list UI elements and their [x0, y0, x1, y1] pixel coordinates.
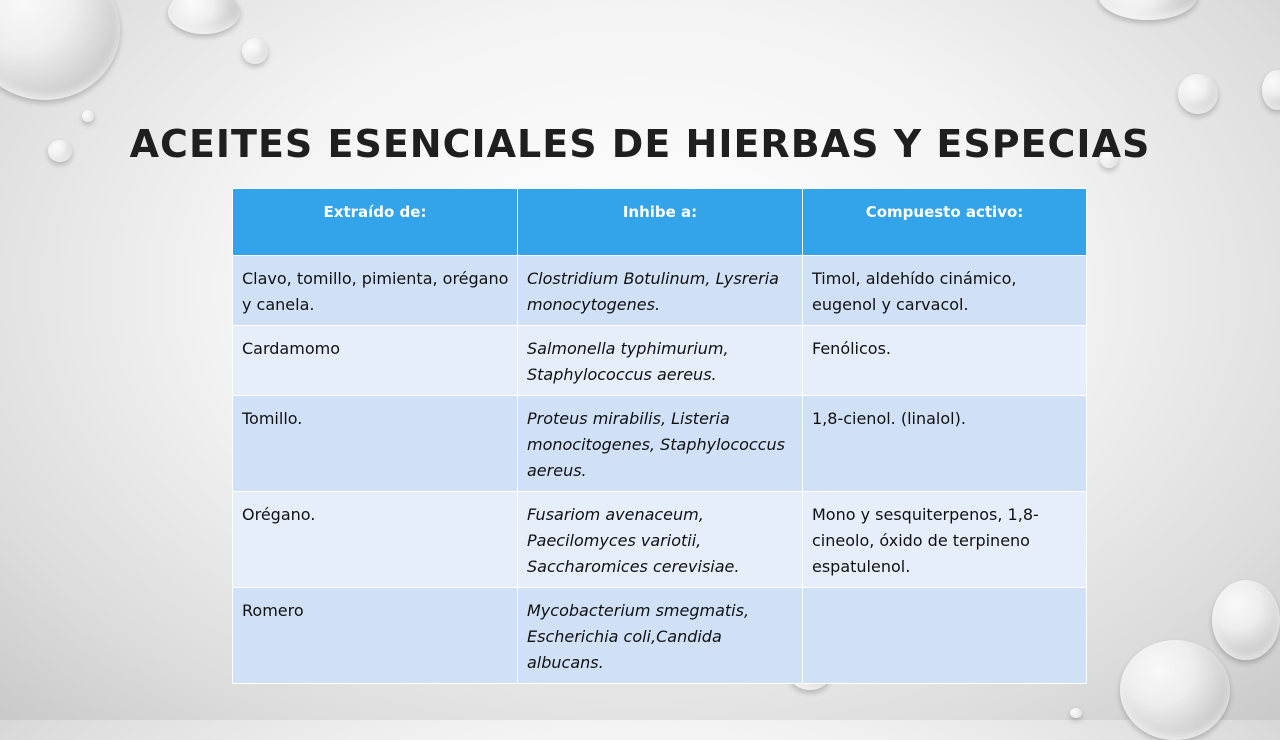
table-header-row — [233, 189, 1087, 256]
cell-compound — [803, 588, 1087, 684]
cell-compound: Mono y sesquiterpenos, 1,8-cineolo, óxido de terpineno espatulenol. — [803, 492, 1087, 588]
table-row — [233, 326, 1087, 396]
header-source: Extraído de: — [233, 189, 518, 256]
cell-inhibits: Proteus mirabilis, Listeria monocitogenes, Staphylococcus aereus. — [518, 396, 803, 492]
cell-inhibits: Fusariom avenaceum, Paecilomyces variotii, Saccharomices cerevisiae. — [518, 492, 803, 588]
cell-inhibits: Salmonella typhimurium, Staphylococcus aereus. — [518, 326, 803, 396]
cell-inhibits: Mycobacterium smegmatis, Escherichia coli,Candida albucans. — [518, 588, 803, 684]
cell-source: Tomillo. — [233, 396, 518, 492]
water-drop-decoration — [1178, 74, 1218, 114]
table-row — [233, 492, 1087, 588]
essential-oils-table — [232, 188, 1087, 684]
cell-source: Romero — [233, 588, 518, 684]
water-drop-decoration — [1212, 580, 1280, 660]
header-compound: Compuesto activo: — [803, 189, 1087, 256]
header-inhibits: Inhibe a: — [518, 189, 803, 256]
water-drop-decoration — [1070, 708, 1082, 718]
water-drop-decoration — [168, 0, 240, 34]
cell-compound: Fenólicos. — [803, 326, 1087, 396]
table-row — [233, 396, 1087, 492]
table-row — [233, 256, 1087, 326]
cell-compound: Timol, aldehído cinámico, eugenol y carvacol. — [803, 256, 1087, 326]
slide-title: ACEITES ESENCIALES DE HIERBAS Y ESPECIAS — [129, 122, 1151, 166]
water-drop-decoration — [1120, 640, 1230, 740]
water-drop-decoration — [0, 0, 120, 100]
water-drop-decoration — [82, 110, 94, 122]
cell-source: Cardamomo — [233, 326, 518, 396]
water-drop-decoration — [1098, 0, 1198, 20]
water-drop-decoration — [242, 38, 268, 64]
cell-compound: 1,8-cienol. (linalol). — [803, 396, 1087, 492]
cell-source: Orégano. — [233, 492, 518, 588]
water-drop-decoration — [1262, 70, 1280, 110]
table-row — [233, 588, 1087, 684]
cell-source: Clavo, tomillo, pimienta, orégano y canela. — [233, 256, 518, 326]
cell-inhibits: Clostridium Botulinum, Lysreria monocytogenes. — [518, 256, 803, 326]
